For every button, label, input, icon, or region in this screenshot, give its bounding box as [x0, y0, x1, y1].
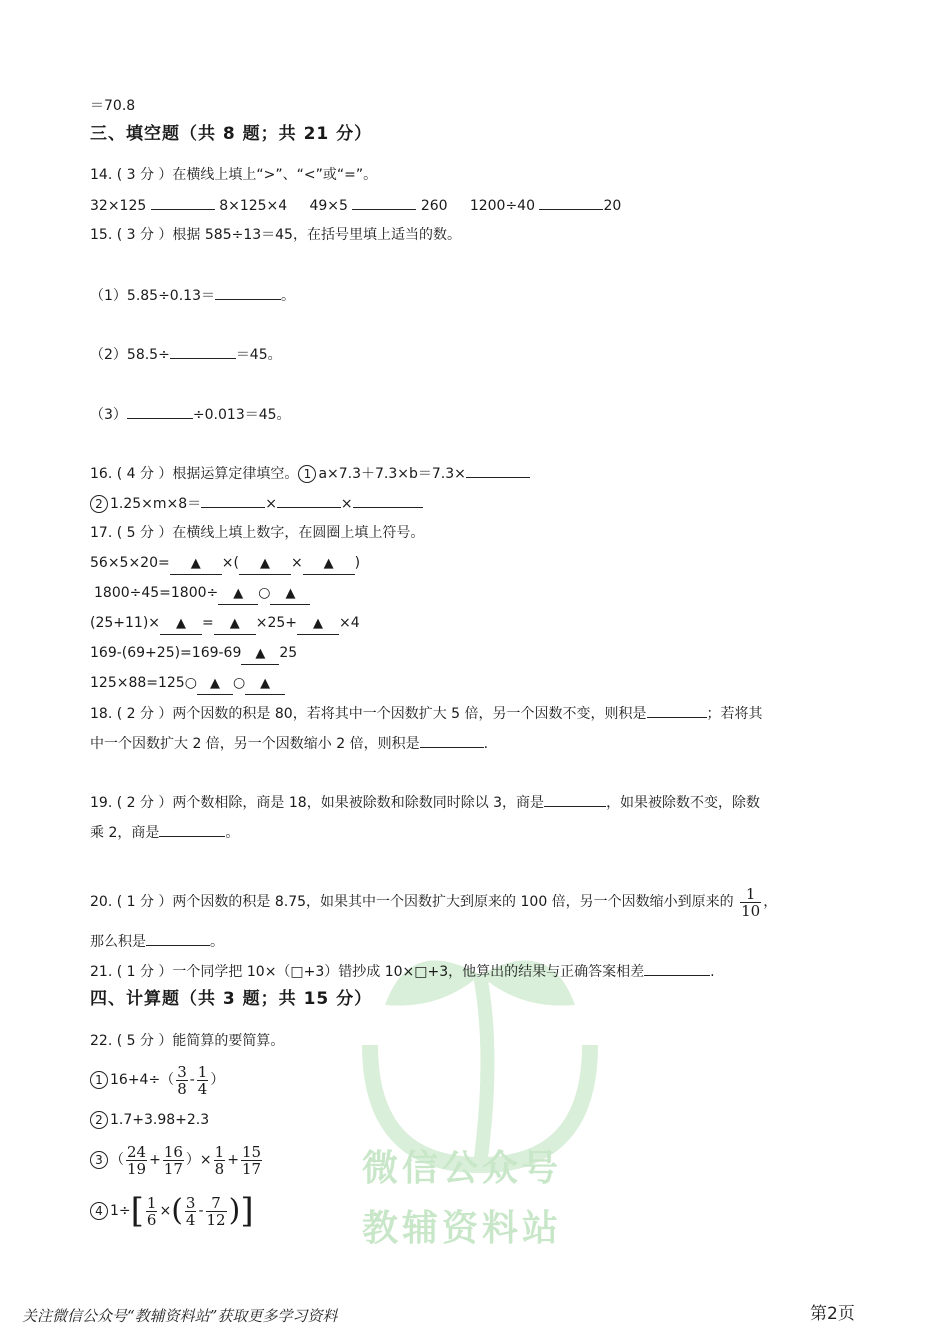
q14-f: 20	[603, 198, 622, 214]
q20-fraction	[740, 886, 761, 919]
q15-stem: 15. ( 3 分 ）根据 585÷13＝45，在括号里填上适当的数。	[90, 227, 461, 243]
q17-l1-op: ×(	[221, 555, 239, 571]
q22-h1-den: 6	[146, 1210, 157, 1229]
q19-line-1	[90, 792, 760, 813]
q18-blank-1[interactable]	[647, 703, 707, 718]
q15-part-3	[90, 404, 291, 425]
q17-stem: 17. ( 5 分 ）在横线上填上数字，在圆圈上填上符号。	[90, 525, 425, 541]
q22-g3-num: 1	[214, 1142, 225, 1161]
q22-f2-den: 4	[197, 1079, 208, 1098]
q17-l1-blank-1[interactable]: ▲	[170, 554, 222, 575]
q16-blank-4[interactable]	[353, 493, 423, 508]
q16-blank-3[interactable]	[277, 493, 341, 508]
q14-blank-3[interactable]	[539, 195, 603, 210]
q16-times-1: ×	[265, 496, 277, 512]
q19-line-2	[90, 822, 239, 843]
q17-line-2	[94, 583, 310, 605]
q16-blank-2[interactable]	[201, 493, 265, 508]
q22-e1-frac-1	[176, 1064, 188, 1097]
watermark-text-2: 教辅资料站	[362, 1208, 563, 1249]
q20-l2-text: 那么积是	[90, 934, 146, 950]
q16-circle-1: 1	[298, 465, 316, 483]
footer-note: 关注微信公众号“教辅资料站”获取更多学习资料	[22, 1307, 338, 1325]
q22-e3-frac-1	[126, 1144, 147, 1177]
q16-p1-text: a×7.3＋7.3×b＝7.3×	[318, 466, 466, 482]
q22-e3-frac-2	[163, 1144, 184, 1177]
q15-p1-end: 。	[280, 288, 295, 304]
q17-l2-blank-1[interactable]: ▲	[218, 584, 258, 605]
q17-l5-text: 125×88=125○	[90, 675, 197, 691]
q22-e1-frac-2	[197, 1064, 209, 1097]
section-3-heading: 三、填空题（共 8 题；共 21 分）	[90, 124, 373, 144]
q15-part-2	[90, 344, 282, 365]
q22-circle-2: 2	[90, 1111, 108, 1129]
section-4-heading: 四、计算题（共 3 题；共 15 分）	[90, 989, 373, 1009]
q17-l1-times: ×	[290, 555, 303, 571]
q17-l1-text: 56×5×20=	[90, 555, 170, 571]
q22-circle-3: 3	[90, 1151, 108, 1169]
q22-expr-4	[90, 1192, 254, 1230]
q17-line-5	[90, 673, 285, 695]
q14-stem: 14. ( 3 分 ）在横线上填上“>”、“<”或“=”。	[90, 167, 378, 183]
q17-l3-blank-3[interactable]: ▲	[297, 614, 339, 635]
q17-l4-blank-1[interactable]: ▲	[241, 644, 279, 665]
q22-h1-num: 1	[146, 1193, 157, 1212]
q16-blank-1[interactable]	[466, 463, 530, 478]
q22-e2-text: 1.7+3.98+2.3	[110, 1112, 210, 1128]
q21-text: 21. ( 1 分 ）一个同学把 10×（□+3）错抄成 10×□+3，他算出的结果与正确答案相差	[90, 964, 645, 980]
q22-g2-num: 16	[163, 1142, 183, 1161]
q21-end: .	[710, 964, 715, 980]
q16-times-2: ×	[340, 496, 353, 512]
q18-line-1	[90, 703, 763, 724]
q21-line	[90, 961, 715, 982]
q17-l4-text: 169-(69+25)=169-69	[90, 645, 242, 661]
q18-blank-2[interactable]	[420, 733, 484, 748]
q17-l3-blank-2[interactable]: ▲	[214, 614, 256, 635]
q15-blank-2[interactable]	[170, 344, 236, 359]
q22-e1-minus: -	[189, 1072, 195, 1088]
q20-comma: ，	[763, 894, 778, 910]
q17-l5-circle[interactable]: ○	[232, 675, 246, 691]
q22-e4-frac-2	[185, 1195, 197, 1228]
q14-items	[90, 195, 621, 216]
q22-expr-1	[90, 1062, 224, 1098]
q14-d: 260	[420, 198, 448, 214]
q15-p2-end: ＝45。	[235, 347, 282, 363]
q19-l1-end: ，如果被除数不变，除数	[606, 795, 761, 811]
right-bracket: ]	[240, 1191, 254, 1231]
q15-part-1	[90, 285, 295, 306]
q17-l5-blank-1[interactable]: ▲	[197, 674, 233, 695]
q22-g3-den: 8	[214, 1159, 225, 1178]
q16-p2-text: 1.25×m×8＝	[110, 496, 202, 512]
q17-l5-blank-2[interactable]: ▲	[245, 674, 285, 695]
q19-l1-text: 19. ( 2 分 ）两个数相除，商是 18，如果被除数和除数同时除以 3，商是	[90, 795, 545, 811]
q22-e4-start: 1÷	[110, 1203, 131, 1219]
q17-l1-blank-2[interactable]: ▲	[239, 554, 291, 575]
q21-blank[interactable]	[644, 961, 710, 976]
q22-f2-num: 1	[197, 1062, 208, 1081]
q14-blank-2[interactable]	[352, 195, 416, 210]
q16-circle-2: 2	[90, 495, 108, 513]
q22-stem: 22. ( 5 分 ）能简算的要简算。	[90, 1033, 285, 1049]
q17-l3-mid: ×25+	[255, 615, 298, 631]
q22-e3-frac-4	[241, 1144, 262, 1177]
q18-l2-end: .	[483, 736, 489, 752]
q17-l4-end: 25	[279, 645, 298, 661]
q22-e4-frac-1	[146, 1195, 158, 1228]
q22-e3-frac-3	[214, 1144, 226, 1177]
q17-l3-text: (25+11)×	[90, 615, 161, 631]
q14-b: 8×125×4	[219, 198, 288, 214]
q22-e3-close: ）×	[185, 1152, 212, 1168]
q22-expr-3	[90, 1141, 264, 1179]
q15-p1-text: （1）5.85÷0.13＝	[90, 288, 215, 304]
q22-circle-1: 1	[90, 1071, 108, 1089]
q19-l2-end: 。	[225, 825, 240, 841]
q15-p3-text: （3）	[90, 407, 127, 423]
q20-l1-text: 20. ( 1 分 ）两个因数的积是 8.75，如果其中一个因数扩大到原来的 100 倍，另一个因数缩小到原来的	[90, 894, 734, 910]
q22-g1-num: 24	[127, 1142, 147, 1161]
q16-line-1	[90, 463, 530, 484]
q17-l3-end: ×4	[339, 615, 360, 631]
q17-l1-blank-3[interactable]: ▲	[303, 554, 355, 575]
q22-expr-2	[90, 1110, 209, 1130]
q20-line-2	[90, 931, 224, 952]
q19-l2-text: 乘 2，商是	[90, 825, 160, 841]
q22-e3-plus-2: +	[227, 1152, 239, 1168]
q20-frac-num: 1	[745, 884, 756, 903]
left-bracket: [	[130, 1191, 144, 1231]
q22-g4-num: 15	[241, 1142, 262, 1161]
q20-l2-end: 。	[210, 934, 224, 950]
right-paren: )	[228, 1193, 241, 1228]
q19-blank-1[interactable]	[544, 792, 606, 807]
q22-h3-num: 7	[211, 1193, 221, 1212]
q17-line-4	[90, 643, 297, 665]
q22-e1-start: 16+4÷（	[110, 1072, 175, 1088]
q17-line-3	[90, 613, 360, 635]
q16-line-2	[90, 493, 423, 514]
q20-blank[interactable]	[146, 931, 210, 946]
q22-h2-num: 3	[185, 1193, 196, 1212]
q22-e3-plus-1: +	[149, 1152, 161, 1168]
q18-l1-end: ；若将其	[706, 706, 763, 722]
q17-l1-close: )	[354, 555, 361, 571]
q22-e4-times: ×	[159, 1203, 172, 1219]
q22-e4-frac-3	[206, 1195, 227, 1228]
q14-c: 49×5	[309, 198, 348, 214]
q22-f1-den: 8	[177, 1079, 187, 1098]
q17-l2-circle[interactable]: ○	[258, 585, 271, 601]
q15-blank-1[interactable]	[215, 285, 281, 300]
q20-frac-den: 10	[741, 901, 761, 920]
q17-l3-blank-1[interactable]: ▲	[160, 614, 202, 635]
q15-p2-text: （2）58.5÷	[90, 347, 170, 363]
q15-p3-end: ÷0.013＝45。	[192, 407, 291, 423]
q18-l2-text: 中一个因数扩大 2 倍，另一个因数缩小 2 倍，则积是	[90, 736, 420, 752]
q14-a: 32×125	[90, 198, 147, 214]
q20-line-1	[90, 884, 777, 920]
q22-g1-den: 19	[127, 1159, 147, 1178]
q22-h2-den: 4	[185, 1210, 196, 1229]
left-paren: (	[171, 1193, 183, 1228]
q22-e4-minus: -	[198, 1203, 204, 1219]
q22-e1-end: ）	[210, 1072, 225, 1088]
q17-l2-blank-2[interactable]: ▲	[270, 584, 310, 605]
q22-g2-den: 17	[163, 1159, 183, 1178]
q17-l3-eq: =	[202, 615, 214, 631]
q22-h3-den: 12	[206, 1210, 226, 1229]
q17-line-1	[90, 553, 360, 575]
q22-e3-open: （	[110, 1152, 124, 1168]
q22-f1-num: 3	[177, 1062, 187, 1081]
q18-l1-text: 18. ( 2 分 ）两个因数的积是 80，若将其中一个因数扩大 5 倍，另一个因数不变，则积是	[90, 706, 647, 722]
q18-line-2	[90, 733, 488, 754]
q15-blank-3[interactable]	[127, 404, 193, 419]
q16-stem: 16. ( 4 分 ）根据运算定律填空。	[90, 466, 299, 482]
q22-circle-4: 4	[90, 1202, 108, 1220]
q14-e: 1200÷40	[469, 198, 535, 214]
q17-l2-text: 1800÷45=1800÷	[94, 585, 219, 601]
watermark-text-1: 微信公众号	[362, 1148, 563, 1189]
prev-result: ＝70.8	[90, 98, 136, 114]
q19-blank-2[interactable]	[159, 822, 225, 837]
page-number: 第2页	[810, 1304, 855, 1324]
q22-g4-den: 17	[241, 1159, 262, 1178]
q14-blank-1[interactable]	[151, 195, 215, 210]
